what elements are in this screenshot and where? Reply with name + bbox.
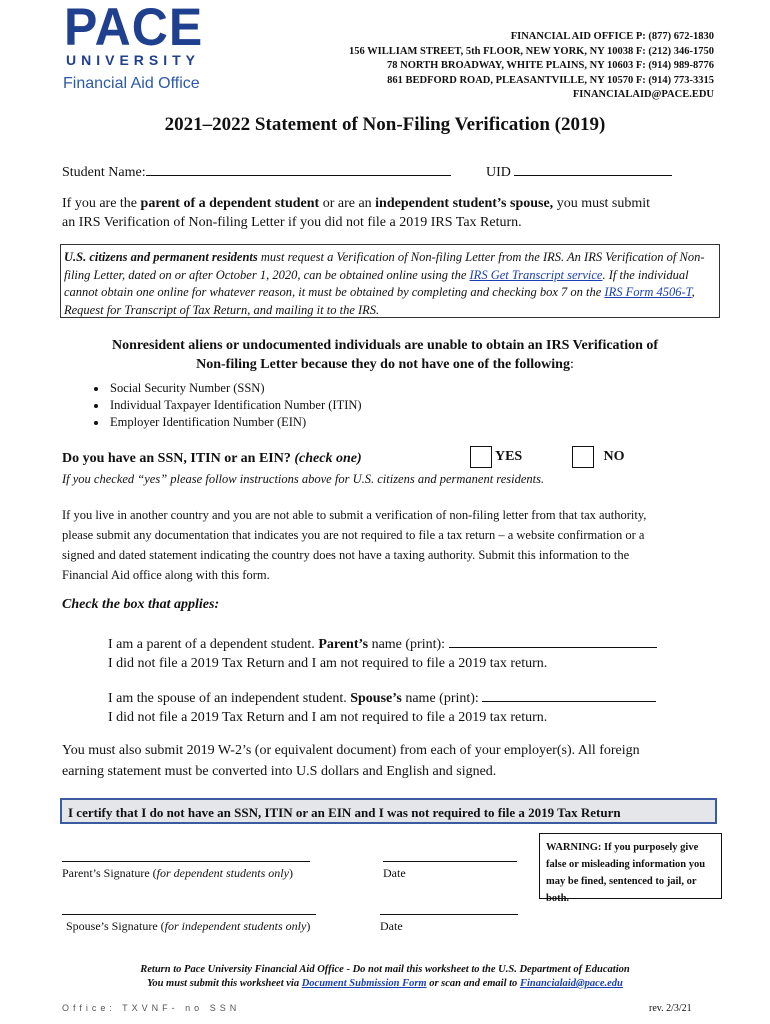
- revision-date: rev. 2/3/21: [649, 1003, 692, 1014]
- contact-block: [349, 30, 714, 103]
- footer-text: You must submit this worksheet via: [147, 978, 302, 989]
- spouse-date-label: Date: [380, 919, 403, 933]
- country-paragraph: [62, 505, 732, 585]
- list-item: • Individual Taxpayer Identification Number (ITIN): [108, 397, 662, 414]
- country-line: If you live in another country and you are not able to submit a verification of non-filing letter from that tax authority,: [62, 508, 647, 522]
- nonresident-line: Nonresident aliens or undocumented individuals are unable to obtain an IRS Verification of: [111, 338, 659, 353]
- yes-label: YES: [494, 449, 523, 465]
- spouse-signature-label: [66, 919, 310, 934]
- footer-line: Return to Pace University Financial Aid Office - Do not mail this worksheet to the U.S. Department of Education: [140, 964, 630, 975]
- intro-text: If you are the: [62, 196, 141, 211]
- footer-instructions: [0, 963, 770, 991]
- office-code: Office: TXVNF- no SSN: [62, 1003, 241, 1013]
- pace-logo-university: UNIVERSITY: [66, 52, 201, 68]
- contact-line: FINANCIAL AID OFFICE P: (877) 672-1830: [510, 31, 714, 42]
- option-text: I am a parent of a dependent student.: [108, 637, 319, 652]
- option-text: name (print):: [368, 637, 446, 652]
- uid-label: UID: [486, 165, 511, 180]
- option-text: I did not file a 2019 Tax Return and I am not required to file a 2019 tax return.: [108, 710, 548, 725]
- option-text: I did not file a 2019 Tax Return and I am not required to file a 2019 tax return.: [108, 656, 548, 671]
- contact-line: 861 BEDFORD ROAD, PLEASANTVILLE, NY 10570 F: (914) 773-3315: [387, 74, 714, 86]
- check-heading: Check the box that applies:: [62, 597, 220, 612]
- uid-row: [486, 160, 672, 182]
- parent-date-label: Date: [383, 866, 406, 880]
- intro-paragraph: [62, 194, 722, 232]
- intro-bold: parent of a dependent student: [140, 196, 320, 211]
- student-name-label: Student Name:: [62, 165, 146, 180]
- document-submission-form-link[interactable]: Document Submission Form: [301, 978, 427, 989]
- sig-label-hint: for dependent students only: [156, 866, 289, 880]
- citizens-text: , Request for Transcript of Tax Return, and mailing it to the IRS.: [64, 285, 695, 317]
- citizens-text: . If the individual cannot obtain one online for whatever reason, it must be obtained by completing and checking box 7 on the: [64, 267, 689, 299]
- country-line: please submit any documentation that indicates you are not required to file a tax return – a website confirmation or a: [62, 528, 645, 542]
- parent-date-line[interactable]: [383, 861, 517, 862]
- logo-office-name: Financial Aid Office: [63, 75, 200, 92]
- list-item: • Employer Identification Number (EIN): [108, 414, 662, 431]
- sig-label-hint: for independent students only: [164, 919, 307, 933]
- option-text: name (print):: [401, 691, 479, 706]
- parent-signature-label: [62, 866, 293, 881]
- contact-line: 78 NORTH BROADWAY, WHITE PLAINS, NY 10603 F: (914) 989-8776: [386, 60, 714, 71]
- citizens-text: must request a Verification of Non-filing Letter from the IRS. An IRS Verification of Non-filing Letter, dated on or after October 1, 2020, can be obtained online using the: [64, 250, 705, 282]
- yes-note: If you checked “yes” please follow instructions above for U.S. citizens and permanent residents.: [62, 472, 545, 486]
- option-bold: Parent’s: [318, 637, 369, 652]
- pace-logo: PACE: [64, 0, 204, 57]
- yes-checkbox[interactable]: [470, 446, 492, 468]
- question-hint: (check one): [294, 451, 362, 466]
- footer-text: or scan and email to: [426, 978, 520, 989]
- warning-box: WARNING: If you purposely give false or misleading information you may be fined, sentenced to jail, or both.: [539, 833, 722, 899]
- student-name-field[interactable]: [146, 160, 451, 176]
- spouse-signature-line[interactable]: [62, 914, 316, 915]
- sig-label-text: ): [306, 919, 311, 933]
- no-checkbox[interactable]: [572, 446, 594, 468]
- country-line: signed and dated statement indicating the country does not have a taxing authority. Submit this information to the: [62, 548, 630, 562]
- student-name-row: [62, 160, 451, 182]
- no-option: [572, 446, 625, 468]
- parent-name-field[interactable]: [449, 632, 657, 648]
- id-question: [62, 451, 362, 467]
- intro-text: an IRS Verification of Non-filing Letter if you did not file a 2019 IRS Tax Return.: [62, 215, 522, 230]
- w2-paragraph: [62, 740, 640, 782]
- irs-form-4506t-link[interactable]: IRS Form 4506-T: [604, 285, 692, 299]
- intro-text: you must submit: [553, 196, 651, 211]
- list-item: • Social Security Number (SSN): [108, 380, 662, 397]
- citizens-box-text: [64, 249, 714, 319]
- irs-get-transcript-link[interactable]: IRS Get Transcript service: [469, 267, 603, 282]
- nonresident-heading: [0, 336, 770, 374]
- spouse-option[interactable]: [108, 686, 656, 727]
- parent-signature-line[interactable]: [62, 861, 310, 862]
- w2-line: You must also submit 2019 W-2’s (or equivalent document) from each of your employer(s). All foreign: [62, 743, 640, 758]
- sig-label-text: Spouse’s Signature (: [66, 919, 165, 933]
- certify-statement: I certify that I do not have an SSN, ITIN or an EIN and I was not required to file a 2019 Tax Return: [60, 798, 717, 824]
- intro-bold: independent student’s spouse,: [375, 196, 554, 211]
- no-label: NO: [603, 449, 625, 465]
- question-text: Do you have an SSN, ITIN or an EIN?: [62, 451, 295, 466]
- country-line: Financial Aid office along with this form.: [62, 568, 270, 582]
- intro-text: or are an: [319, 196, 376, 211]
- option-text: I am the spouse of an independent student.: [108, 691, 351, 706]
- spouse-date-line[interactable]: [380, 914, 518, 915]
- uid-field[interactable]: [514, 160, 672, 176]
- sig-label-text: ): [288, 866, 293, 880]
- option-bold: Spouse’s: [350, 691, 402, 706]
- yes-option: [470, 446, 522, 468]
- financialaid-email-link[interactable]: Financialaid@pace.edu: [519, 978, 623, 989]
- spouse-name-field[interactable]: [482, 686, 656, 702]
- citizens-bold: U.S. citizens and permanent residents: [64, 250, 258, 264]
- nonresident-colon: :: [569, 357, 574, 372]
- id-bullet-list: [62, 380, 662, 431]
- parent-option[interactable]: [108, 632, 657, 673]
- w2-line: earning statement must be converted into U.S dollars and English and signed.: [62, 764, 497, 779]
- contact-email: FINANCIALAID@PACE.EDU: [572, 89, 714, 100]
- contact-line: 156 WILLIAM STREET, 5th FLOOR, NEW YORK, NY 10038 F: (212) 346-1750: [349, 45, 714, 57]
- nonresident-line: Non-filing Letter because they do not have one of the following: [196, 357, 570, 372]
- sig-label-text: Parent’s Signature (: [62, 866, 157, 880]
- page-title: 2021–2022 Statement of Non-Filing Verification (2019): [164, 114, 606, 135]
